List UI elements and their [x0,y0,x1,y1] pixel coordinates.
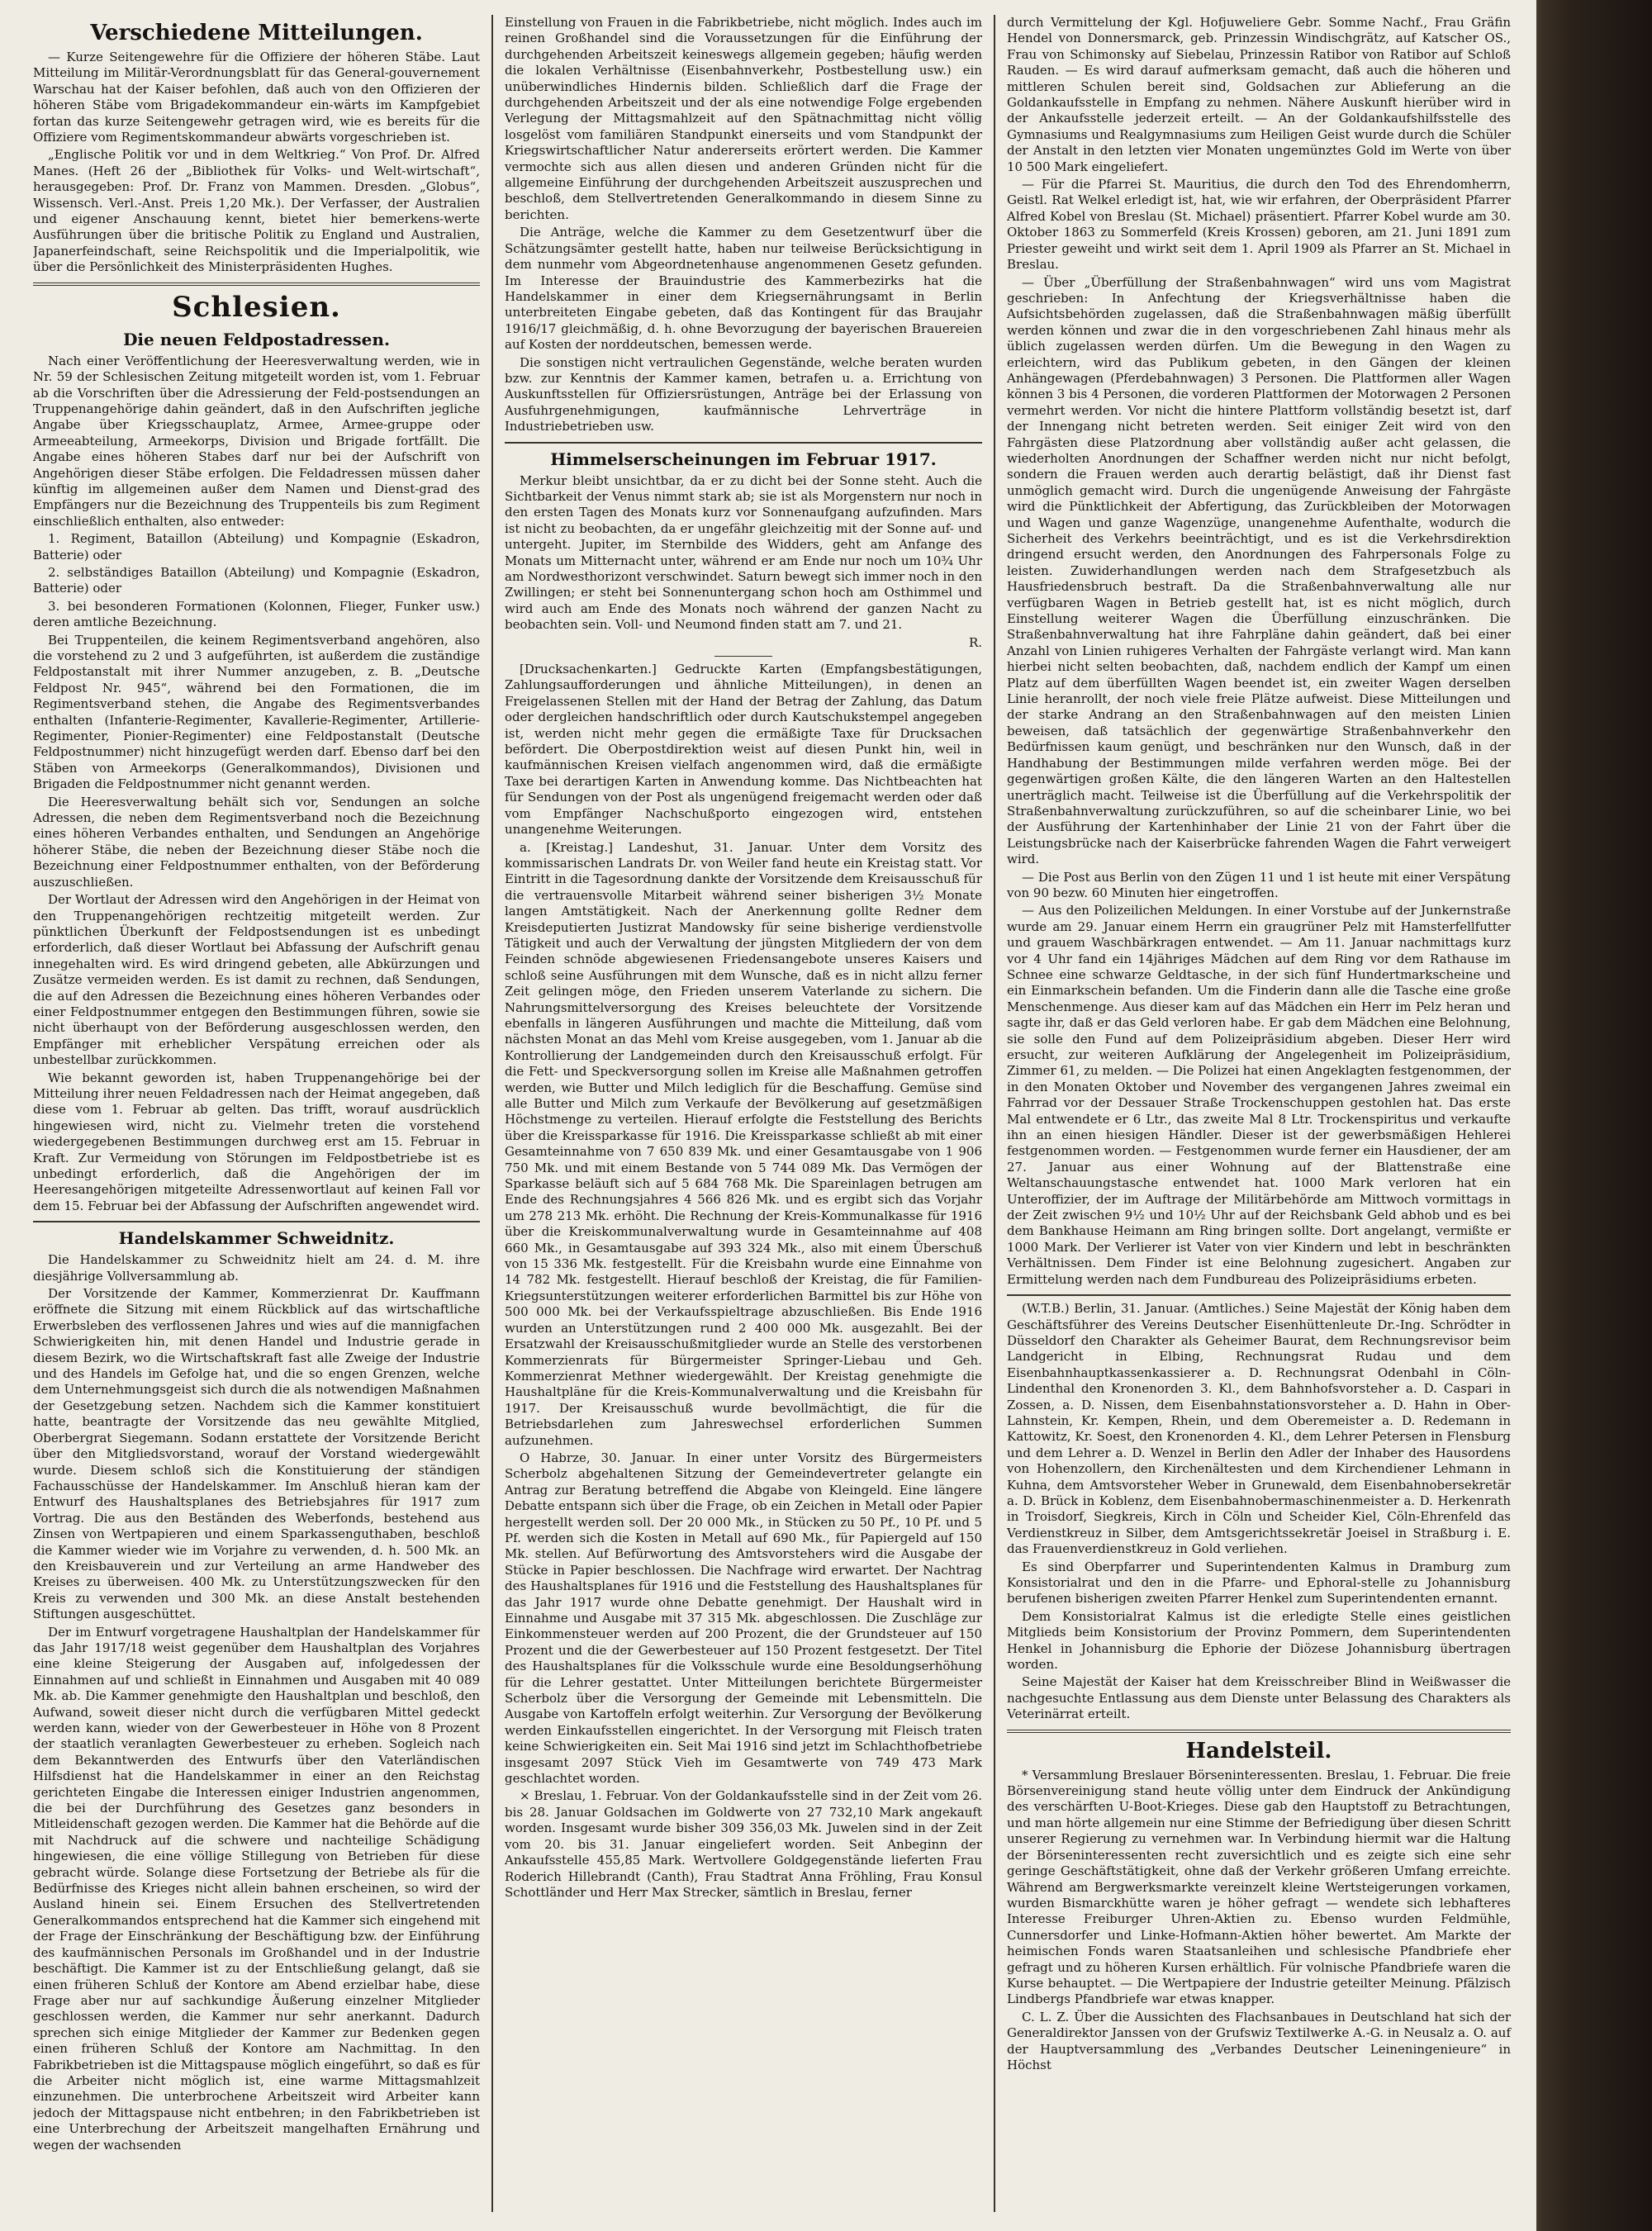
feldpost-list-2: 2. selbständiges Bataillon (Abteilung) und Kompagnie (Eskadron, Batterie) oder [33,564,480,596]
flachsanbau-p: C. L. Z. Über die Aussichten des Flachsanbaues in Deutschland hat sich der Generaldirektor Janssen von der Grufswiz Textilwerke A.-G. in Neusalz a. O. auf der Hauptversammlung des „Verbandes Deutscher Leineningenieure“ in Höchst [1007,2009,1511,2072]
handelskammer-p3: Der im Entwurf vorgetragene Haushaltplan der Handelskammer für das Jahr 1917/18 weist gegenüber dem Haushaltplan des Vorjahres eine kleine Steigerung der Ausgaben auf, infolgedessen der Einnahmen auf und schließt in Einnahmen und Ausgaben mit 40 089 Mk. ab. Die Kammer genehmigte den Haushaltplan und beschloß, den Aufwand, soweit dieser nicht durch die verfügbaren Mittel gedeckt werden kann, wieder von der Gewerbesteuer in Höhe von 8 Prozent der staatlich veranlagten Gewerbesteuer zu erheben. Sogleich nach dem Bekanntwerden des Entwurfs über den Vaterländischen Hilfsdienst hat die Handelskammer in einer an den Reichstag gerichteten Eingabe die Interessen einiger Industrien angenommen, die bei der Durchführung des Gesetzes ganz besonders in Mitleidenschaft gezogen werden. Die Kammer hat die Behörde auf die mit Nachdruck auf die schwere und nachteilige Schädigung hingewiesen, die eine völlige Stillegung von Betrieben für diese gebracht würde. Solange diese Fortsetzung der Betriebe als für die Bedürfnisse des Krieges nicht allein bahnen erscheinen, so wird der Ausland hinein sei. Einem Ersuchen des Stellvertretenden Generalkommandos entsprechend hat die Kammer sich eingehend mit der Frage der Einschränkung der Beschäftigung bzw. der Einführung des kaufmännischen Personals im Großhandel und in der Industrie beschäftigt. Die Kammer ist zu der Entschließung gelangt, daß sie einen früheren Schluß der Kontore am Abend erzielbar habe, diese Frage aber nur auf sachkundige Äußerung einzelner Mitglieder geschlossen werden, die Kammer nur sehr anerkannt. Dadurch sprechen sich einige Mitglieder der Kammer zur Bedenken gegen einen früheren Schluß der Kontore am Nachmittag. In den Fabrikbetrieben ist die Mittagspause möglich eingeführt, so daß es für die Arbeiter nicht möglich ist, eine warme Mittagsmahlzeit einzunehmen. Die unterbrochene Arbeitszeit wird Arbeiter kann jedoch der Mittagspause nicht entbehren; in den Fabrikbetrieben ist eine Unterbrechung der Arbeitszeit mangelhaften Ernährung und wegen der wachsenden [33,1624,480,2153]
feldpost-p3: Die Heeresverwaltung behält sich vor, Sendungen an solche Adressen, die neben dem Regimentsverband noch die Bezeichnung eines höheren Verbandes enthalten, und Sendungen an Angehörige höherer Stäbe, die neben der Bezeichnung dieser Stäbe noch die Bezeichnung einer Feldpostnummer enthalten, von der Beförderung auszuschließen. [33,794,480,890]
kreistag-p: a. [Kreistag.] Landeshut, 31. Januar. Unter dem Vorsitz des kommissarischen Landrats Dr. von Weiler fand heute ein Kreistag statt. Vor Eintritt in die Tagesordnung dankte der Vorsitzende dem Kreisausschuß für die vertrauensvolle Mitarbeit während seiner bisherigen 3½ Monate langen Amtstätigkeit. Nach der Anerkennung gollte Redner dem Kreisdeputierten Justizrat Mandowsky für seine bisherige verdienstvolle Tätigkeit und auch der Verwaltung der jüngsten Mitgliedern der von dem Feinden schnöde abgewiesenen Friedensangebote unseres Kaisers und schloß seine Ausführungen mit dem Wunsche, daß es in nicht allzu ferner Zeit gelingen möge, den Frieden unserem Vaterlande zu sichern. Die Nahrungsmittelversorgung des Kreises beleuchtete der Vorsitzende ebenfalls in längeren Ausführungen und machte die Mitteilung, daß vom nächsten Monat an das Mehl vom Kreise ausgegeben, vom 1. Januar ab die Kontrollierung der Landgemeinden durch den Kreisausschuß erfolgt. Für die Fett- und Speckversorgung sollen im Kreise alle Maßnahmen getroffen werden, wie Butter und Milch lediglich für die Beschaffung. Gemüse sind alle Butter und Milch zum Verkaufe der Bevölkerung auf gesetzmäßigen Höchstmenge zu verteilen. Hierauf erfolgte die Feststellung des Berichts über die Kreissparkasse für 1916. Die Kreissparkasse schließt ab mit einer Gesamteinnahme von 7 650 839 Mk. und einer Gesamtausgabe von 1 906 750 Mk. und mit einem Bestande von 5 744 089 Mk. Das Vermögen der Sparkasse beläuft sich auf 5 684 768 Mk. Die Spareinlagen betrugen am Ende des Rechnungsjahres 4 566 826 Mk. und es ergibt sich das Vorjahr um 278 213 Mk. erhöht. Die Rechnung der Kreis-Kommunalkasse für 1916 über die Kreiskommunalverwaltung wurde in Gesamteinnahme auf 408 660 Mk., in Gesamtausgabe auf 393 324 Mk., also mit einem Überschuß von 15 336 Mk. festgestellt. Für die Kreisbahn wurde eine Einnahme von 14 782 Mk. festgestellt. Hierauf beschloß der Kreistag, die für Familien-Kriegsunterstützungen weiterer erforderlichen Barmittel bis zur Höhe von 500 000 Mk. bei der Verkaufsspieltrage abzuschließen. Bis Ende 1916 wurden an Unterstützungen rund 2 400 000 Mk. ausgezahlt. Bei der Ersatzwahl der Kreisausschußmitglieder wurde an Stelle des verstorbenen Kommerzienrats für Bürgermeister Springer-Liebau und Geh. Kommerzienrat Methner wiedergewählt. Der Kreistag genehmigte die Haushaltpläne für die Kreis-Kommunalverwaltung und die Kreisbahn für 1917. Der Kreisausschuß wurde bevollmächtigt, die für die Betriebsdarlehen zum Jahreswechsel erforderlichen Summen aufzunehmen. [505,839,982,1448]
polizei-p: — Aus den Polizeilichen Meldungen. In einer Vorstube auf der Junkernstraße wurde am 29. Januar einem Herrn ein graugrüner Pelz mit Hamsterfellfutter und grauem Waschbärkragen entwendet. — Am 11. Januar nachmittags kurz vor 4 Uhr fand ein 14jähriges Mädchen auf dem Ring vor dem Rathause im Schnee eine schwarze Geldtasche, in der sich fünf Hundertmarkscheine und ein Einmarkschein befanden. Um die Finderin dann alle die Tasche eine große Menschenmenge. Aus dieser kam auf das Mädchen ein Herr im Pelz heran und sagte ihr, daß er das Geld verloren habe. Er gab dem Mädchen eine Belohnung, sie solle den Fund auf dem Polizeipräsidium abgeben. Dieser Herr wird ersucht, zur weiteren Aufklärung der Angelegenheit im Polizeipräsidium, Zimmer 61, zu melden. — Die Polizei hat einen Angeklagten festgenommen, der in den Monaten Oktober und November des vergangenen Jahres zweimal ein Fahrrad vor der Dessauer Straße Trockenschuppen gestohlen hat. Das erste Mal entwendete er 6 Ltr., das zweite Mal 8 Ltr. Trockenspiritus und verkaufte ihn an einen hiesigen Händler. Dieser ist der gewerbsmäßigen Hehlerei festgenommen worden. — Festgenommen wurde ferner ein Hausdiener, der am 27. Januar aus einer Wohnung auf der Blattenstraße eine Weltanschauungstasche entwendet hat. 1000 Mark verloren hat ein Unteroffizier, der im Auftrage der Militärbehörde am Mittwoch vormittags in der Zeit zwischen 9½ und 10½ Uhr auf der Reichsbank Geld abhob und es bei dem Bankhause Heimann am Ring bringen sollte. Dort angelangt, vermißte er 1000 Mark. Der Verlierer ist Vater von vier Kindern und lebt in beschränkten Verhältnissen. Dem Finder ist eine Belohnung zugesichert. Angaben zur Ermittelung werden nach dem Fundbureau des Polizeipräsidiums erbeten. [1007,903,1511,1287]
heading-handelsteil: Handelsteil. [1185,1738,1332,1763]
handelskammer-p2: Der Vorsitzende der Kammer, Kommerzienrat Dr. Kauffmann eröffnete die Sitzung mit einem Rückblick auf das wirtschaftliche Erwerbsleben des verflossenen Jahres und wies auf die mannigfachen Schwierigkeiten hin, mit denen Handel und Industrie gerade in diesem Bezirk, wo die Wirtschaftskraft fast alle Zweige der Industrie und des Handels im Gefolge hat, und die so engen Grenzen, welche dem Unternehmungsgeist sich durch die als notwendigen Maßnahmen der Gesetzgebung setzen. Nachdem sich die Kammer konstituiert hatte, beantragte der Vorsitzende das neu gewählte Mitglied, Oberbergrat Siegemann. Sodann erstattete der Vorsitzende Bericht über den Mitgliedsvorstand, worauf der Vorstand wiedergewählt wurde. Diesem schloß sich die Konstituierung der ständigen Fachausschüsse der Handelskammer. Im Anschluß hieran kam der Entwurf des Haushaltsplanes des Betriebsjahres für 1917 zum Vortrag. Die aus den Beständen des Weberfonds, bestehend aus Zinsen von Wertpapieren und einem Sparkassenguthaben, beschloß die Kammer wieder wie im Vorjahre zu verwenden, d. h. 500 Mk. an den Kreisbauverein und zur Verteilung an arme Handweber des Kreises zu überweisen. 400 Mk. zu Unterstützungszwecken für den Kreis zu verwenden und 300 Mk. an diese Anstalt bestehenden Stiftungen ausgeschüttet. [33,1286,480,1622]
heading-schlesien: Schlesien. [172,290,341,324]
himmel-p1: Merkur bleibt unsichtbar, da er zu dicht bei der Sonne steht. Auch die Sichtbarkeit der Venus nimmt stark ab; sie ist als Morgenstern nur noch in den ersten Tagen des Monats kurz vor Sonnenaufgang aufzufinden. Mars ist nicht zu beobachten, da er ungefähr gleichzeitig mit der Sonne auf- und untergeht. Jupiter, im Sternbilde des Widders, geht am Anfange des Monats um Mitternacht unter, während er am Ende nur noch um 10¾ Uhr am Nordwesthorizont verschwindet. Saturn bewegt sich immer noch in den Zwillingen; er steht bei Sonnenuntergang schon hoch am Osthimmel und wird auch am Ende des Monats noch während der ganzen Nacht zu beobachten sein. Voll- und Neumond finden statt am 7. und 21. [505,472,982,633]
heading-handelskammer: Handelskammer Schweidnitz. [118,1228,395,1249]
pfarrei-p: — Für die Pfarrei St. Mauritius, die durch den Tod des Ehrendomherrn, Geistl. Rat Welkel erledigt ist, hat, wie wir erfahren, der Oberpräsident Pfarrer Alfred Kobel von Breslau (St. Michael) präsentiert. Pfarrer Kobel wurde am 30. Oktober 1863 zu Sommerfeld (Kreis Krossen) geboren, am 21. Juni 1891 zum Priester geweiht und wirkt seit dem 1. April 1909 als Pfarrer an St. Michael in Breslau. [1007,177,1511,273]
columns [33,15,1525,2212]
divider [505,442,982,444]
divider [1007,1294,1511,1296]
himmel-signature: R. [968,634,982,650]
handelskammer-cont-p3: Die sonstigen nicht vertraulichen Gegenstände, welche beraten wurden bzw. zur Kenntnis der Kammer kamen, betrafen u. a. Errichtung von Auskunftsstellen für Offiziersrüstungen, Anträge bei der Erlassung von Ausfuhrgenehmigungen, kaufmännische Lehrverträge in Industriebetrieben usw. [505,354,982,434]
strassenbahn-p: — Über „Überfüllung der Straßenbahnwagen“ wird uns vom Magistrat geschrieben: In Anfechtung der Kriegsverhältnisse haben die Aufsichtsbehörden zugelassen, daß die Straßenbahnwagen mäßig überfüllt werden können und zwar die in den vorgeschriebenen Zahl hinaus mehr als üblich zugelassen werden dürfen. Um die Bewegung in den Wagen zu erleichtern, wird das Publikum gebeten, in den Gängen der kleinen Anhängewagen (Pferdebahnwagen) 3 Personen. Die Plattformen aller Wagen können 3 bis 4 Personen, die vorderen Plattformen der Motorwagen 2 Personen vermehrt werden. Vor nicht die hintere Plattform vollständig besetzt ist, darf der Innengang nicht betreten werden. Seit einiger Zeit wird von den Fahrgästen diese Platzordnung aber vollständig außer acht gelassen, die wiederholten Anordnungen der Schaffner werden nicht nur nicht befolgt, sondern die Frauen werden auch derartig belästigt, daß ihr Dienst fast unmöglich gemacht wird. Durch die ungenügende Anweisung der Fahrgäste wird die Pünktlichkeit der Abfertigung, das Zurückbleiben der Motorwagen und Wagen und ganze Wagenzüge, unangenehme Aufenthalte, wodurch die Sicherheit des Verkehrs beeinträchtigt, und es ist die Verkehrsdirektion dringend ersucht werden, den Anordnungen des Fahrpersonals Folge zu leisten. Zuwiderhandlungen werden nach dem Strafgesetzbuch als Hausfriedensbruch bestraft. Da die Straßenbahnverwaltung alle nur verfügbaren Wagen in Betrieb gestellt hat, ist es nicht möglich, durch Einstellung weiterer Wagen die Überfüllung einzuschränken. Die Straßenbahnverwaltung hat ihre Fahrpläne dahin geändert, daß bei einer Anzahl von Linien ruhigeres Verhalten der Fahrgäste verlangt wird. Man kann hierbei nicht selten beobachten, daß, nachdem endlich der Kampf um einen Platz auf dem überfüllten Wagen beendet ist, ein zweiter Wagen derselben Linie heranrollt, der noch viele freie Plätze aufweist. Diese Mitteilungen und der starke Andrang an den Straßenbahnwagen auf den meisten Linien beweisen, daß tatsächlich der gegenwärtige Straßenbahnverkehr den Bedürfnissen kaum genügt, und beschränken nur den Wunsch, daß in der Handhabung der Bestimmungen milde verfahren werden möge. Bei der gegenwärtigen großen Kälte, die den längeren Warten an den Haltestellen unerträglich macht. Teilweise ist die Überfüllung auf die Verkehrspolitik der Straßenbahnverwaltung zurückzuführen, so auf die scheinbarer Linie, wo bei der Ausführung der Kartenhinhaber der Linie 21 von der Fahrt über die Leistungsbrücke nach der Kaiserbrücke fahrenden Wagen die Fahrt verweigert wird. [1007,274,1511,867]
post-p: — Die Post aus Berlin von den Zügen 11 und 1 ist heute mit einer Verspätung von 90 bezw. 60 Minuten hier eingetroffen. [1007,869,1511,900]
handelskammer-p1: Die Handelskammer zu Schweidnitz hielt am 24. d. M. ihre diesjährige Vollversammlung ab. [33,1252,480,1284]
heading-himmel: Himmelserscheinungen im Februar 1917. [550,449,937,469]
amtliches-p: (W.T.B.) Berlin, 31. Januar. (Amtliches.) Seine Majestät der König haben dem Geschäftsführer des Vereins Deutscher Eisenhüttenleute Dr.-Ing. Schrödter in Düsseldorf den Charakter als Geheimer Baurat, dem Rechnungsrevisor beim Landgericht in Elbing, Rechnungsrat Rudau und dem Eisenbahnhauptkassenkassierer a. D. Rechnungsrat Odenbahl in Cöln-Lindenthal den Kronenorden 3. Kl., dem Bahnhofsvorsteher a. D. Caspari in Zossen, a. D. Nissen, dem Eisenbahnstationsvorsteher a. D. Hahn in Ober-Lahnstein, Kr. Kempen, Rhein, und dem Oberemeister a. D. Redemann in Kattowitz, Kr. Soest, den Kronenorden 4. Kl., dem Lehrer Petersen in Flensburg und dem Lehrer a. D. Wenzel in Berlin den Adler der Inhaber des Hausordens von Hohenzollern, den Kirchenältesten und dem Kirchendiener Lehmann in Kuhna, dem Amtsvorsteher Weber in Grunewald, dem Eisenbahnobersekretär a. D. Brück in Koblenz, dem Eisenbahnobermaschinenmeister a. D. Herkenrath in Troisdorf, Siegkreis, Kirch in Cöln und Scheider Kiel, Cöln-Ehrenfeld das Verdienstkreuz in Silber, dem Amtsgerichtssekretär Joeisel in Straßburg i. E. das Frauenverdienstkreuz in Gold verliehen. [1007,1301,1511,1557]
drucksachen-p: [Drucksachenkarten.] Gedruckte Karten (Empfangsbestätigungen, Zahlungsaufforderungen und ähnliche Mitteilungen), in denen an Freigelassenen Stellen mit der Hand der Betrag der Zahlung, das Datum oder dergleichen handschriftlich oder durch Kautschukstempel angegeben ist, werden nicht mehr gegen die ermäßigte Taxe für Drucksachen befördert. Die Oberpostdirektion weist auf diesen Punkt hin, weil in kaufmännischen Kreisen vielfach angenommen wird, daß die ermäßigte Taxe bei derartigen Karten in Anwendung komme. Das Nichtbeachten hat für Sendungen von der Post als ungenügend freigemacht werden oder daß vom Empfänger Nachschußporto eingezogen wird, entstehen unangenehme Weiterungen. [505,662,982,838]
boerse-p: * Versammlung Breslauer Börseninteressenten. Breslau, 1. Februar. Die freie Börsenvereinigung stand heute völlig unter dem Eindruck der Ankündigung des verschärften U-Boot-Krieges. Diese gab den Hauptstoff zu Betrachtungen, und man hörte allgemein nur eine Stimme der Befriedigung über diesen Schritt unserer Regierung zu vernehmen war. In Verbindung hiermit war die Haltung der Börseninteressenten recht zuversichtlich und es zeigte sich eine sehr geringe Geschäftstätigkeit, ohne daß der Verkehr größeren Umfang erreichte. Während am Bergwerksmarkte vereinzelt kleine Wertsteigerungen vorkamen, wurden Bismarckhütte waren je höher gefragt — wendete sich lebhafteres Interesse Freiburger Uhren-Aktien zu. Ebenso wurden Feldmühle, Cunnersdorfer und Linke-Hofmann-Aktien höher bewertet. Am Markte der heimischen Fonds waren Staatsanleihen und schlesische Pfandbriefe eher gefragt und zu höheren Kursen erhältlich. Für volnische Pfandbriefe waren die Kurse behauptet. — Die Wertpapiere der Industrie geteilter Meinung. Pfälzisch Lindbergs Pfandbriefe war etwas knapper. [1007,1767,1511,2007]
divider [1007,1730,1511,1733]
heading-misc: Verschiedene Mitteilungen. [90,21,423,45]
feldpost-p5: Wie bekannt geworden ist, haben Truppenangehörige bei der Mitteilung ihrer neuen Feldadressen nach der Heimat angegeben, daß diese vom 1. Februar ab gelten. Das trifft, worauf ausdrücklich hingewiesen wird, nicht zu. Vielmehr treten die vorstehend wiedergegebenen Bestimmungen durchweg erst am 15. Februar in Kraft. Zur Vermeidung von Störungen im Feldpostbetriebe ist es unbedingt erforderlich, daß die Angehörigen der im Heeresangehörigen mitgeteilte Adressenwortlaut auf keinen Fall vor dem 15. Februar bei der Abfassung der Aufschriften angewendet wird. [33,1070,480,1213]
column-1 [33,15,491,2212]
kreisschreiber-p: Seine Majestät der Kaiser hat dem Kreisschreiber Blind in Weißwasser die nachgesuchte Entlassung aus dem Dienste unter Belassung des Charakters als Veterinärrat erteilt. [1007,1674,1511,1722]
handelskammer-cont-p1: Einstellung von Frauen in die Fabrikbetriebe, nicht möglich. Indes auch im reinen Großhandel sind die Voraussetzungen für die Einführung der durchgehenden Arbeitszeit keineswegs allgemein gegeben; häufig werden die lokalen Verhältnisse (Eisenbahnverkehr, Postbestellung usw.) ein unüberwindliches Hindernis bilden. Schließlich darf die Frage der durchgehenden Arbeitszeit und der als eine notwendige Folge ergebenden Verlegung der Mittagsmahlzeit auf den Spätnachmittag nicht völlig losgelöst vom familiären Standpunkt einerseits und vom Standpunkt der Kriegswirtschaftlicher Natur andererseits erörtert werden. Die Kammer vermochte sich aus allen diesen und anderen Gründen nicht für die allgemeine Einführung der durchgehenden Arbeitszeit auszusprechen und beschloß, dem Stellvertretenden Generalkommando in diesem Sinne zu berichten. [505,15,982,222]
feldpost-p1: Nach einer Veröffentlichung der Heeresverwaltung werden, wie in Nr. 59 der Schlesischen Zeitung mitgeteilt worden ist, vom 1. Februar ab die Vorschriften über die Adressierung der Feld-postsendungen an Truppenangehörige dahin geändert, daß in den Aufschriften jegliche Angabe über Kriegsschauplatz, Armee, Armee-gruppe oder Armeeabteilung, Armeekorps, Division und Brigade fortfällt. Die Angabe eines höheren Stabes darf nur bei der Aufschrift von Angehörigen dieser Stäbe erfolgen. Die Feldadressen müssen daher künftig im allgemeinen außer dem Namen und Dienst-grad des Empfängers nur die Bezeichnung des Truppenteils bis zum Regiment einschließlich enthalten, also entweder: [33,353,480,529]
divider [33,1221,480,1222]
feldpost-list-3: 3. bei besonderen Formationen (Kolonnen, Flieger, Funker usw.) deren amtliche Bezeichnung. [33,598,480,630]
article-seitengewehre: — Kurze Seitengewehre für die Offiziere der höheren Stäbe. Laut Mitteilung im Militär-Verordnungsblatt für das General-gouvernement Warschau hat der Kaiser befohlen, daß auch von den Offizieren der höheren Stäbe vom Brigadekommandeur ein-wärts im Kampfgebiet fortan das kurze Seitengewehr getragen wird, wie es bereits für die Offiziere vom Regimentskommandeur abwärts vorgeschrieben ist. [33,50,480,145]
feldpost-p2: Bei Truppenteilen, die keinem Regimentsverband angehören, also die vorstehend zu 2 und 3 aufgeführten, ist außerdem die zuständige Feldpostanstalt mit ihrer Nummer anzugeben, z. B. „Deutsche Feldpost Nr. 945“, während bei den Formationen, die im Regimentsverband stehen, die Angabe des Regimentsverbandes enthalten (Infanterie-Regimenter, Kavallerie-Regimenter, Artillerie-Regimenter, Pionier-Regimenter) eine Feldpostanstalt (Deutsche Feldpostnummer) nicht hinzugefügt werden darf. Ebenso darf bei den Stäben von Armeekorps (Generalkommandos), Divisionen und Brigaden die Feldpostnummer nicht genannt werden. [33,632,480,792]
breslau-gold-cont-p: durch Vermittelung der Kgl. Hofjuweliere Gebr. Somme Nachf., Frau Gräfin Hendel von Donnersmarck, geb. Prinzessin Windischgrätz, auf Katscher OS., Frau von Schimonsky auf Siebelau, Prinzessin Ratibor von Ratibor auf Schloß Rauden. — Es wird darauf aufmerksam gemacht, daß auch die höheren und mittleren Schulen bereit sind, Goldsachen zur Ablieferung an die Goldankaufsstelle in Empfang zu nehmen. Nähere Auskunft hierüber wird in der Ankaufsstelle jederzeit erteilt. — An der Goldankaufshilfsstelle des Gymnasiums und Realgymnasiums zum Heiligen Geist wurde durch die Schüler der Anstalt in den letzten vier Monaten ungemünztes Gold im Werte von über 10 500 Mark eingeliefert. [1007,15,1511,174]
breslau-gold-p: × Breslau, 1. Februar. Von der Goldankaufsstelle sind in der Zeit vom 26. bis 28. Januar Goldsachen im Goldwerte von 27 732,10 Mark angekauft worden. Insgesamt wurde bisher 309 356,03 Mk. Juwelen sind in der Zeit vom 20. bis 31. Januar eingeliefert worden. Seit Anbeginn der Ankaufsstelle 455,85 Mark. Wertvollere Goldgegenstände lieferten Frau Roderich Hillebrandt (Canth), Frau Stadtrat Anna Fröhling, Frau Konsul Schottländer und Herr Max Strecker, sämtlich in Breslau, ferner [505,1788,982,1900]
habrze-p: O Habrze, 30. Januar. In einer unter Vorsitz des Bürgermeisters Scherbolz abgehaltenen Sitzung der Gemeindevertreter gelangte ein Antrag zur Beratung betreffend die Abgabe von Kleingeld. Eine längere Debatte entspann sich über die Frage, ob ein Zeichen in Metall oder Papier hergestellt werden soll. Der 20 000 Mk., in Stücken zu 50 Pf., 10 Pf. und 5 Pf. werden sich die Kosten in Metall auf 690 Mk., für Papiergeld auf 150 Mk. stellen. Auf Befürwortung des Amtsvorstehers wird die Ausgabe der Stücke in Papier beschlossen. Die Nachfrage wird erwartet. Der Nachtrag des Haushaltsplanes für 1916 und die Feststellung des Haushaltsplanes für das Jahr 1917 wurde ohne Debatte genehmigt. Der Haushalt wird in Einnahme und Ausgabe mit 37 315 Mk. abgeschlossen. Die Zuschläge zur Einkommensteuer werden auf 200 Prozent, die der Grundsteuer auf 150 Prozent und die der Gewerbesteuer auf 150 Prozent festgesetzt. Der Titel des Haushaltsplanes für die Volksschule wurde eine Besoldungserhöhung für die Lehrer gestattet. Unter Mitteilungen berichtete Bürgermeister Scherbolz über die Versorgung der Gemeinde mit Lebensmitteln. Die Ausgabe von Kartoffeln erfolgt weiterhin. Zur Versorgung der Bevölkerung werden Einkaufsstellen eingerichtet. In der Versorgung mit Fleisch traten keine Schwierigkeiten ein. Seit Mai 1916 sind jetzt im Schlachthofbetriebe insgesamt 2097 Stück Vieh im Gesamtwerte von 749 473 Mark geschlachtet worden. [505,1450,982,1787]
feldpost-list-1: 1. Regiment, Bataillon (Abteilung) und Kompagnie (Eskadron, Batterie) oder [33,531,480,562]
column-2 [491,15,994,2212]
superintendent-p: Es sind Oberpfarrer und Superintendenten Kalmus in Dramburg zum Konsistorialrat und den in die Pfarre- und Ephoral-stelle zu Johannisburg berufenen bisherigen zweiten Pfarrer Henkel zum Superintendenten ernannt. [1007,1559,1511,1607]
handelskammer-cont-p2: Die Anträge, welche die Kammer zu dem Gesetzentwurf über die Schätzungsämter gestellt hatte, haben nur teilweise Berücksichtigung in dem nunmehr vom Abgeordnetenhause angenommenen Gesetz gefunden. Im Interesse der Brauindustrie des Kammerbezirks hat die Handelskammer in einer dem Kriegsernährungsamt in Berlin unterbreiteten Eingabe gebeten, daß das Kontingent für das Braujahr 1916/17 gleichmäßig, d. h. ohne Bevorzugung der bayerischen Brauereien auf Kosten der norddeutschen, bemessen werde. [505,225,982,353]
article-englische-politik: „Englische Politik vor und in dem Weltkrieg.“ Von Prof. Dr. Alfred Manes. (Heft 26 der „Bibliothek für Volks- und Welt-wirtschaft“, herausgegeben: Prof. Dr. Franz von Mammen. Dresden. „Globus“, Wissensch. Verl.-Anst. Preis 1,20 Mk.). Der Verfasser, der Australien und eigener Anschauung kennt, bietet hier bemerkens-werte Ausführungen über die britische Politik zu England und Australien, Japanerfeindschaft, seine Reichspolitik und die Imperialpolitik, wie über die Persönlichkeit des Ministerpräsidenten Hughes. [33,147,480,275]
column-3 [994,15,1522,2212]
heading-feldpost: Die neuen Feldpostadressen. [123,329,390,349]
divider [714,656,772,657]
konsistorialrat-p: Dem Konsistorialrat Kalmus ist die erledigte Stelle eines geistlichen Mitglieds beim Konsistorium der Provinz Pommern, dem Superintendenten Henkel in Johannisburg die Ephorie der Diözese Johannisburg übertragen worden. [1007,1608,1511,1673]
divider [33,282,480,286]
feldpost-p4: Der Wortlaut der Adressen wird den Angehörigen in der Heimat von den Truppenangehörigen rechtzeitig mitgeteilt werden. Zur pünktlichen Überkunft der Feldpostsendungen ist es unbedingt erforderlich, daß dieser Wortlaut bei Abfassung der Aufschrift genau innegehalten wird. Es wird dringend gebeten, alle Abkürzungen und Zusätze vermeiden werden. Es ist damit zu rechnen, daß Sendungen, die auf den Adressen die Bezeichnung eines höheren Verbandes oder einer Feldpostnummer entgegen den Bestimmungen führen, sowie sie nicht überhaupt von der Beförderung ausgeschlossen werden, den Empfänger mit erheblicher Verspätung erreichen oder als unbestellbar zurückkommen. [33,892,480,1068]
book-spine [1518,0,1652,2231]
